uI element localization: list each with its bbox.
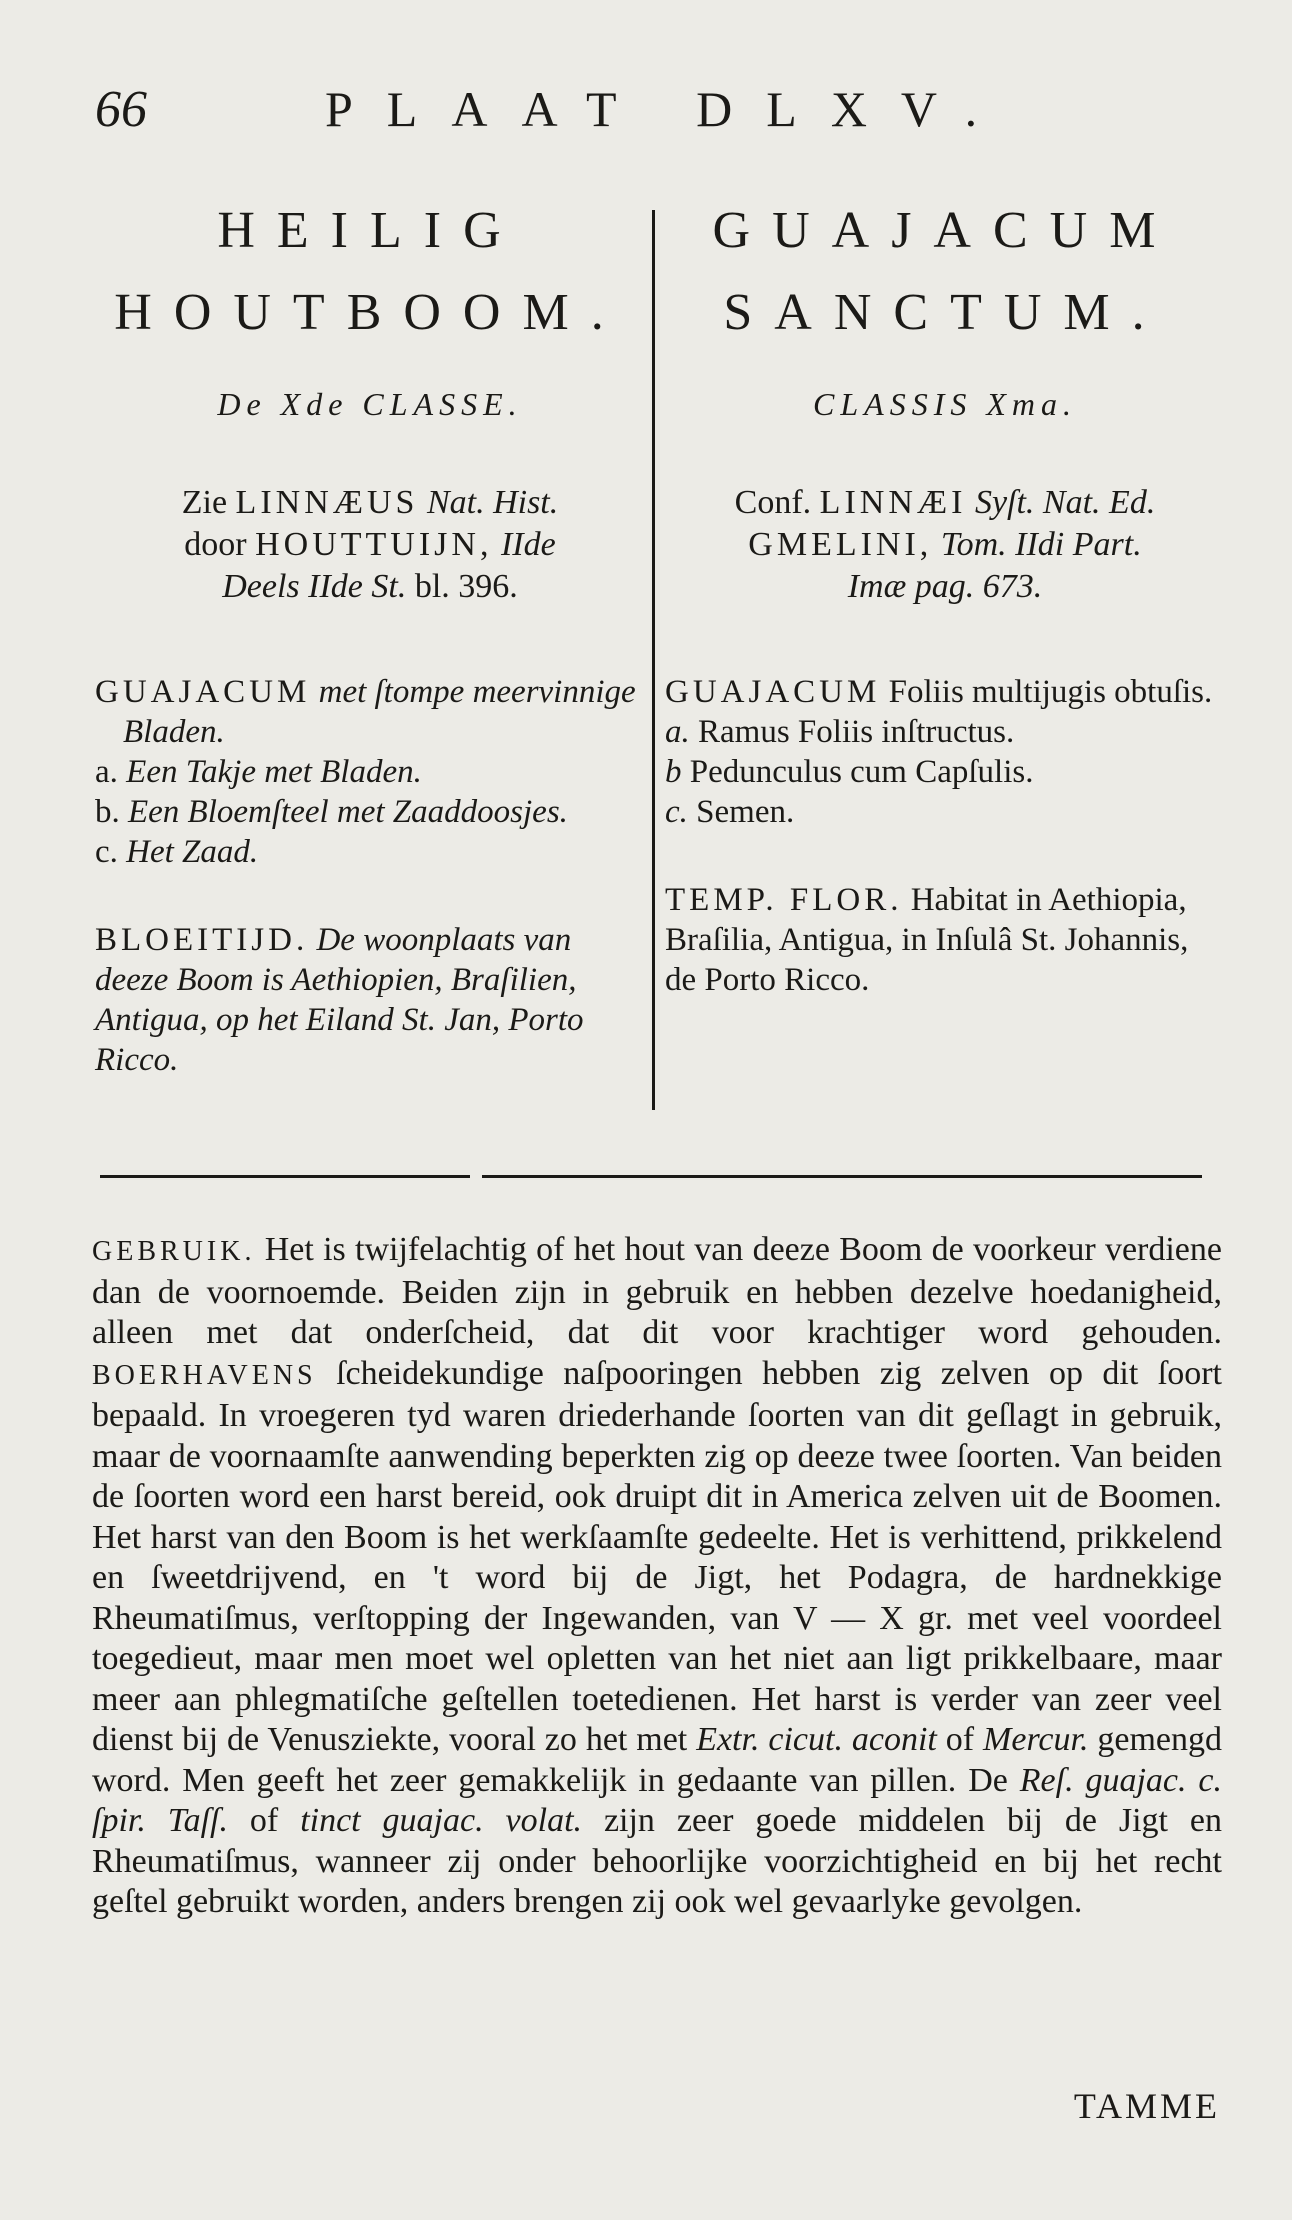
item-text: Een Bloemſteel met Zaaddoosjes.: [128, 794, 568, 830]
ref-page: Imæ pag. 673.: [847, 568, 1043, 605]
classe-word: CLASSE.: [362, 386, 523, 422]
item-label: a.: [95, 754, 118, 790]
item-label: b.: [95, 794, 120, 830]
item-label: b: [665, 754, 682, 790]
running-header: [95, 80, 1222, 140]
item-text: Een Takje met Bladen.: [126, 754, 422, 790]
ref-houttuijn: HOUTTUIJN,: [255, 526, 493, 563]
body-text-2: ſcheidekundige naſpooringen hebben zig zelven op dit ſoort bepaald. In vroegeren tyd waren driederhande ſoorten van dit geſlagt in gebruik, maar de voornaamſte aanwending beperkten zig op deeze twee ſoorten. Van beiden de ſoorten word een harst bereid, ook druipt dit in America zelven uit de Boomen. Het harst van den Boom is het werkſaamſte gedeelte. Het is verhittend, prikkelend en ſweetdrijvend, en 't word bij de Jigt, het Podagra, de hardnekkige Rheumatiſmus, verſtopping der Ingewanden, van V — X gr. met veel voordeel toegedieut, maar men moet wel opletten van het niet aan ligt prikkelbaare, maar meer aan phlegmatiſche geſtellen toetedienen. Het harst is verder van zeer veel dienst bij de Venusziekte, vooral zo het met: [92, 1354, 1222, 1758]
ref-door: door: [184, 526, 247, 563]
body-text-3: gemengd word. Men geeft het zeer gemakkelijk in gedaante van pillen. De: [92, 1721, 1223, 1799]
ref-page: bl. 396.: [414, 568, 518, 605]
guajacum-desc: met ſtompe meervinnige Bladen.: [123, 674, 636, 750]
gebruik-paragraph: [92, 1230, 1222, 1923]
dutch-column: [95, 190, 645, 1080]
plate-title: PLAAT DLXV.: [325, 81, 1012, 137]
page-number: 66: [95, 81, 147, 138]
latin-title-line2: SANCTUM.: [723, 284, 1167, 341]
section-rule-left: [100, 1175, 470, 1178]
mercur-term: Mercur.: [983, 1721, 1089, 1758]
body-text-1: Het is twijfelachtig of het hout van deeze Boom de voorkeur verdiene dan de voornoemde. Beiden zijn in gebruik en hebben dezelve hoedanigheid, alleen met dat onderſcheid, dat dit voor krachtiger word gehouden.: [92, 1231, 1222, 1351]
dutch-item-b: [95, 792, 645, 832]
ref-nathist: Nat. Hist.: [426, 484, 559, 521]
res-term: Reſ. guajac. c. ſpir. Taſſ.: [92, 1761, 1223, 1839]
item-label: c.: [665, 794, 688, 830]
dutch-flowering: [95, 920, 645, 1080]
ref-zie: Zie: [181, 484, 228, 521]
dutch-title-line1: HEILIG: [217, 202, 523, 259]
body-of-2: of: [249, 1802, 279, 1839]
column-divider: [652, 210, 655, 1110]
habitat-text: De woonplaats van deeze Boom is Aethiopien, Braſilien, Antigua, op het Eiland St. Jan, Porto Ricco.: [95, 922, 584, 1078]
extr-term: Extr. cicut. aconit: [696, 1721, 937, 1758]
item-label: a.: [665, 714, 690, 750]
dutch-species-line: [95, 672, 645, 752]
gebruik-label: GEBRUIK.: [92, 1236, 256, 1267]
latin-item-a: [665, 712, 1225, 752]
ref-linnaeus: LINNÆUS: [235, 484, 419, 521]
body-text-4: zijn zeer goede middelen bij de Jigt en Rheumatiſmus, wanneer zij onder behoorlijke voorzichtigheid en bij het recht geſtel gebruikt worden, anders brengen zij ook wel gevaarlyke gevolgen.: [92, 1802, 1222, 1920]
temp-flor-label: TEMP. FLOR.: [665, 882, 903, 918]
dutch-item-a: [95, 752, 645, 792]
boerhavens-name: BOERHAVENS: [92, 1359, 317, 1391]
catchword: TAMME: [1073, 2086, 1220, 2126]
classis-word: CLASSIS: [813, 386, 973, 422]
latin-species-line: [665, 672, 1225, 712]
item-text: Het Zaad.: [126, 834, 259, 870]
latin-classis: [665, 384, 1225, 424]
ref-conf: Conf.: [734, 484, 812, 521]
habitat-text: Habitat in Aethiopia, Braſilia, Antigua, in Inſulâ St. Johannis, de Porto Ricco.: [665, 882, 1189, 998]
latin-reference: [665, 482, 1225, 608]
body-of-1: of: [945, 1721, 975, 1758]
latin-flowering: [665, 880, 1225, 1000]
dutch-title-line2: HOUTBOOM.: [114, 284, 626, 341]
guajacum-head: GUAJACUM: [665, 674, 881, 710]
dutch-figure-list: [95, 672, 645, 872]
item-label: c.: [95, 834, 118, 870]
item-text: Semen.: [696, 794, 795, 830]
latin-item-b: [665, 752, 1225, 792]
classe-prefix: De Xde: [217, 386, 349, 422]
latin-figure-list: [665, 672, 1225, 832]
ref-tom: Tom. IIdi Part.: [940, 526, 1142, 563]
guajacum-desc: Foliis multijugis obtuſis.: [888, 674, 1213, 710]
item-text: Pedunculus cum Capſulis.: [689, 754, 1034, 790]
item-text: Ramus Foliis inſtructus.: [698, 714, 1015, 750]
latin-column: [665, 190, 1225, 1000]
tinct-term: tinct guajac. volat.: [300, 1802, 583, 1839]
classis-suffix: Xma.: [986, 386, 1077, 422]
dutch-reference: [95, 482, 645, 608]
guajacum-head: GUAJACUM: [95, 674, 311, 710]
section-rule-right: [482, 1175, 1202, 1178]
dutch-item-c: [95, 832, 645, 872]
ref-syst: Syſt. Nat. Ed.: [974, 484, 1156, 521]
ref-gmelini: GMELINI,: [748, 526, 933, 563]
ref-deels: Deels IIde St.: [222, 568, 407, 605]
ref-linnaei: LINNÆI: [819, 484, 967, 521]
ref-deel: IIde: [500, 526, 556, 563]
latin-item-c: [665, 792, 1225, 832]
bloeitijd-label: BLOEITIJD.: [95, 922, 309, 958]
dutch-classe: [95, 384, 645, 424]
latin-title-line1: GUAJACUM: [712, 202, 1178, 259]
